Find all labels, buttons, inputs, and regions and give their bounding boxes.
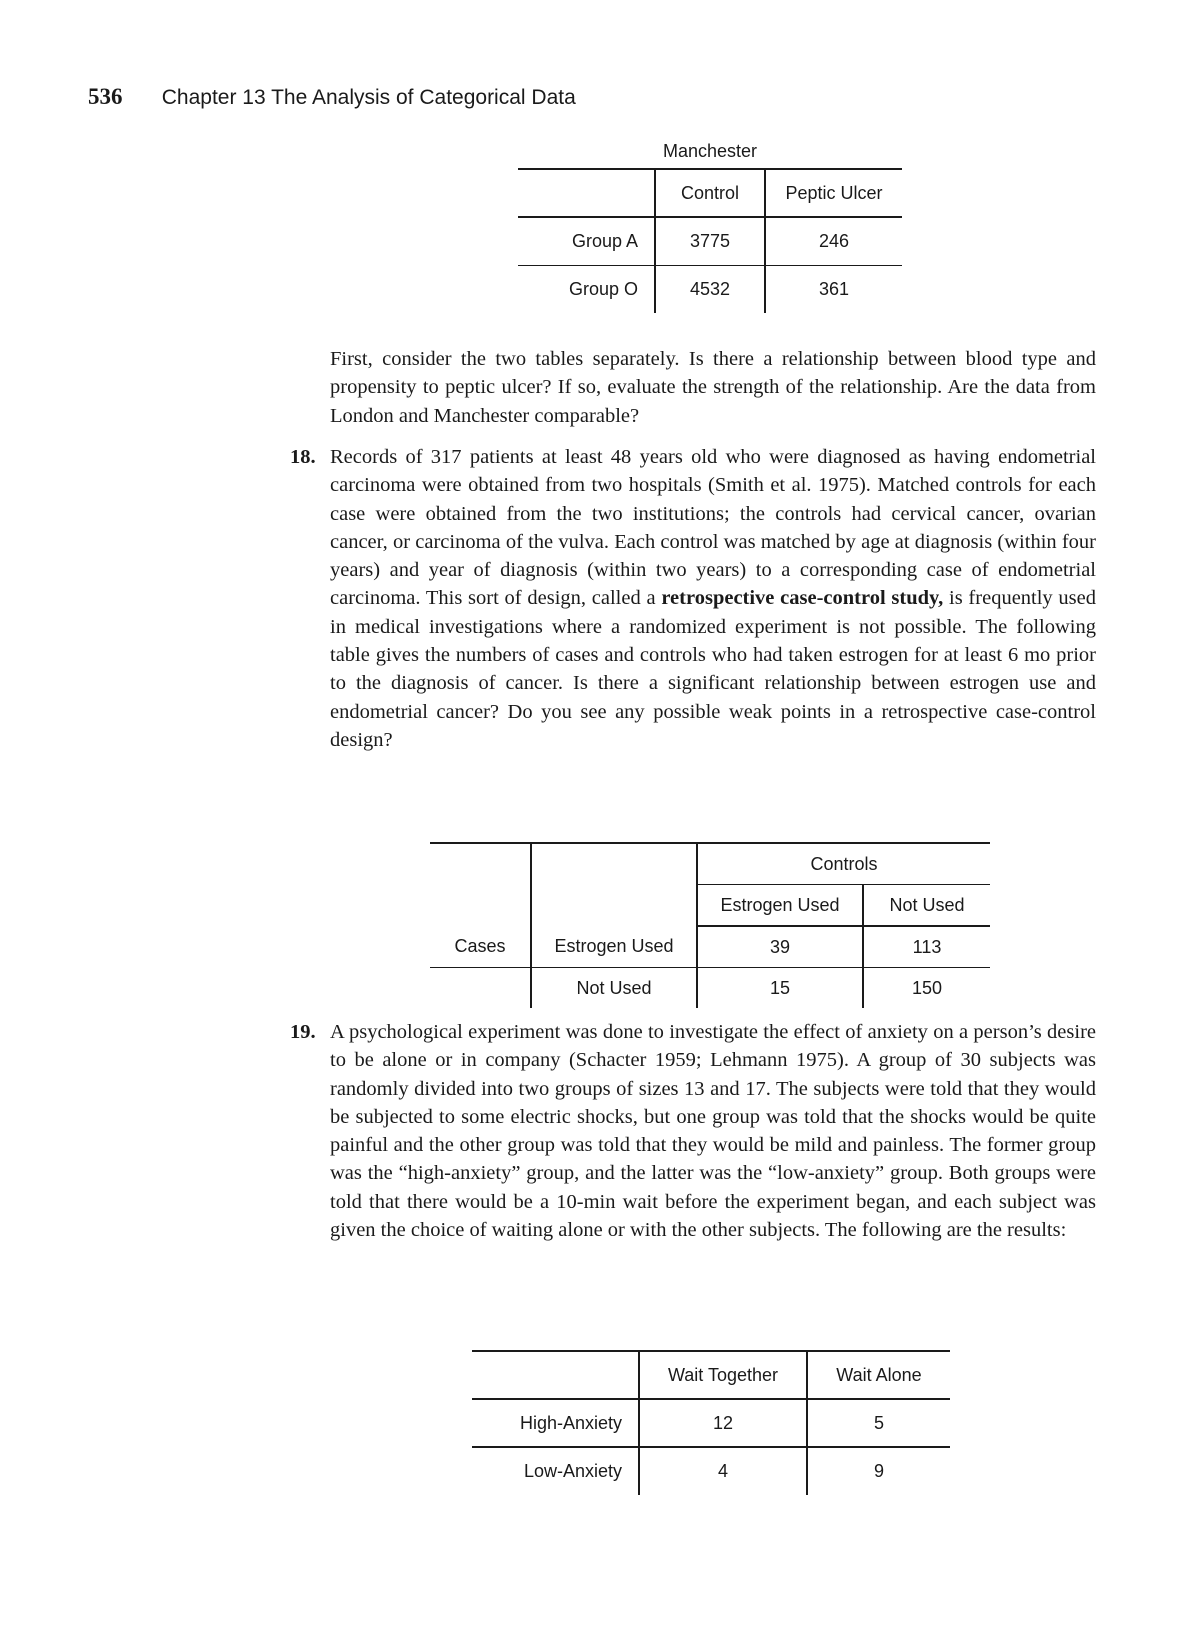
table-corner [518, 169, 655, 217]
row-header: Estrogen Used [531, 926, 697, 968]
column-header: Control [655, 169, 765, 217]
table-corner [531, 843, 697, 885]
table-corner [430, 843, 531, 885]
table-header-row [430, 843, 990, 885]
row-header: Low-Anxiety [472, 1447, 639, 1495]
table-cell: 9 [807, 1447, 950, 1495]
column-header: Wait Alone [836, 1364, 922, 1385]
table-row [518, 265, 902, 313]
problem-19-text: A psychological experiment was done to investigate the effect of anxiety on a person’s desire to be alone or in company (Schacter 1959; Lehmann 1975). A group of 30 subjects was randomly divided into two groups of sizes 13 and 17. The subjects were told that they would be subjected to some electric shocks, but one group was told that the shocks would be quite painful and the other group was told that they would be mild and painless. The former group was the “high-anxiety” group, and the latter was the “low-anxiety” group. Both groups were told that there would be a 10-min wait before the experiment began, and each subject was given the choice of waiting alone or with the other subjects. The following are the results: [330, 1021, 1096, 1242]
table-row [430, 926, 990, 968]
table-corner [472, 1351, 639, 1399]
cases-header: Cases [454, 936, 506, 956]
anxiety-table [472, 1350, 950, 1495]
table-corner [531, 885, 697, 927]
row-header: Not Used [531, 968, 697, 1009]
column-header: Wait Together [639, 1351, 807, 1399]
table-corner [430, 885, 531, 927]
row-header: High-Anxiety [472, 1399, 639, 1447]
page-header [88, 84, 576, 110]
column-header: Not Used [863, 885, 990, 927]
table-cell: 12 [639, 1399, 807, 1447]
table-header-row [518, 169, 902, 217]
row-header: Group O [518, 265, 655, 313]
problem-18-text-b: is frequently used in medical investigations where a randomized experiment is not possible. The following table gives the numbers of cases and controls who had taken estrogen for at least 6 mo prior to the diagnosis of cancer. Is there a significant relationship between estrogen use and endometrial cancer? Do you see any possible weak points in a retrospective case-control design? [330, 587, 1097, 751]
problem-18-text-a: Records of 317 patients at least 48 years old who were diagnosed as having endometrial carcinoma were obtained from two hospitals (Smith et al. 1975). Matched controls for each case were obtained from the two institutions; the controls had cervical cancer, ovarian cancer, or carcinoma of the vulva. Each control was matched by age at diagnosis (within four years) and year of diagnosis (within two years) to a corresponding case of endometrial carcinoma. This sort of design, called a [330, 446, 1096, 610]
estrogen-table [430, 842, 990, 1008]
table-header-row [430, 885, 990, 927]
manchester-caption: Manchester [662, 141, 758, 161]
manchester-table [518, 168, 902, 313]
table-cell: 113 [863, 926, 990, 968]
table-cell: 15 [697, 968, 863, 1009]
column-header: Peptic Ulcer [765, 169, 902, 217]
table-corner [430, 968, 531, 1009]
table-cell: 3775 [655, 217, 765, 265]
table-cell: 4 [639, 1447, 807, 1495]
problem-19-number: 19. [290, 1021, 316, 1043]
page-number: 536 [88, 84, 123, 109]
problem-18-term: retrospective case-control study, [661, 587, 944, 610]
problem-18-number: 18. [290, 446, 316, 468]
table-cell: 4532 [655, 265, 765, 313]
problem-18-text [330, 443, 1096, 754]
table-row [472, 1447, 950, 1495]
row-header: Group A [518, 217, 655, 265]
table-header-row [472, 1351, 950, 1399]
chapter-title: Chapter 13 The Analysis of Categorical Data [161, 86, 576, 109]
table-row [472, 1399, 950, 1447]
table-cell: 246 [765, 217, 902, 265]
table-cell: 5 [807, 1399, 950, 1447]
table-cell: 361 [765, 265, 902, 313]
problem-17-question: First, consider the two tables separately. Is there a relationship between blood type and propensity to peptic ulcer? If so, evaluate the strength of the relationship. Are the data from London and Manchester comparable? [330, 348, 1096, 427]
table-cell: 39 [697, 926, 863, 968]
controls-header: Controls [697, 843, 990, 885]
table-row [518, 217, 902, 265]
table-row [430, 968, 990, 1009]
column-header: Estrogen Used [697, 885, 863, 927]
table-cell: 150 [863, 968, 990, 1009]
